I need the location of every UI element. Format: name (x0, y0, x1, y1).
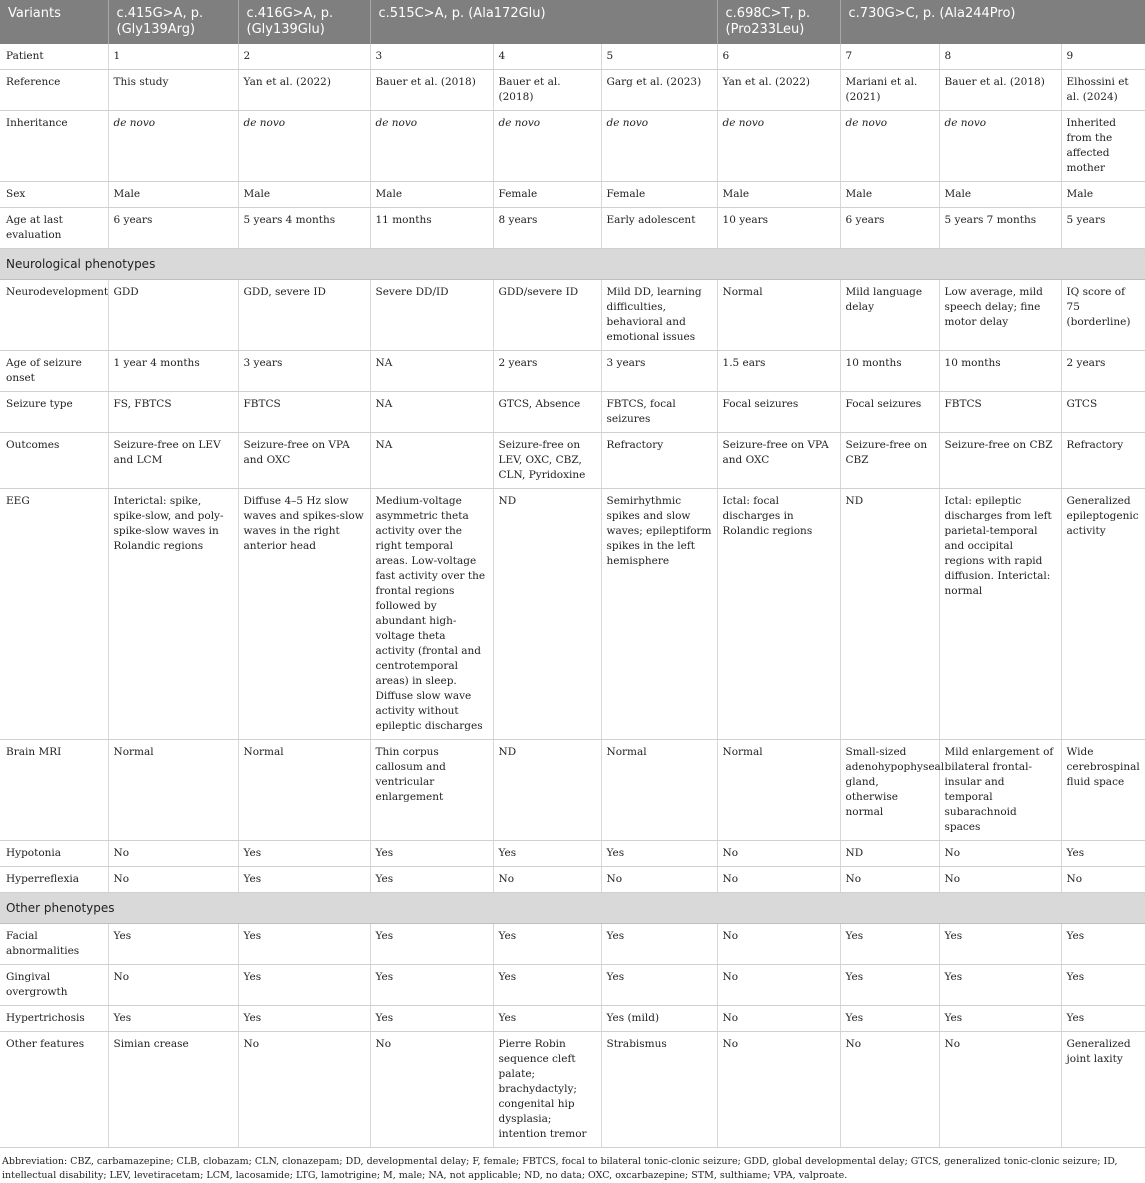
table-cell: Simian crease (108, 1032, 238, 1148)
table-cell: Inherited from the affected mother (1061, 111, 1145, 182)
table-cell: Seizure-free on VPA and OXC (717, 433, 840, 489)
table-cell: 9 (1061, 44, 1145, 70)
table-cell: FBTCS (939, 392, 1061, 433)
table-cell: Yes (493, 924, 601, 965)
table-cell: 10 years (717, 208, 840, 249)
table-cell: Yes (840, 1006, 939, 1032)
row-hypotonia (0, 841, 1145, 867)
table-cell: Ictal: epileptic discharges from left parietal-temporal and occipital regions with rapid diffusion. Interictal: normal (939, 489, 1061, 740)
table-cell: 4 (493, 44, 601, 70)
row-label: Hypertrichosis (0, 1006, 108, 1032)
row-seizure-type (0, 392, 1145, 433)
table-cell: de novo (939, 111, 1061, 182)
table-cell: Seizure-free on CBZ (840, 433, 939, 489)
table-cell: Male (1061, 182, 1145, 208)
table-cell: Bauer et al. (2018) (939, 70, 1061, 111)
table-cell: Seizure-free on VPA and OXC (238, 433, 370, 489)
row-label: Sex (0, 182, 108, 208)
table-cell: ND (493, 489, 601, 740)
table-cell: Yes (840, 924, 939, 965)
table-cell: IQ score of 75 (borderline) (1061, 280, 1145, 351)
table-cell: No (717, 1032, 840, 1148)
table-cell: de novo (717, 111, 840, 182)
row-label: Reference (0, 70, 108, 111)
table-cell: 5 (601, 44, 717, 70)
table-cell: No (108, 965, 238, 1006)
table-cell: Seizure-free on LEV, OXC, CBZ, CLN, Pyridoxine (493, 433, 601, 489)
variant-header-3: c.515C>A, p. (Ala172Glu) (370, 0, 717, 44)
table-cell: Medium-voltage asymmetric theta activity over the right temporal areas. Low-voltage fast activity over the frontal regions followed by abundant high- voltage theta activity (frontal and centrotemporal areas) in sleep. Diffuse slow wave activity without epileptic discharges (370, 489, 493, 740)
table-cell: 1 (108, 44, 238, 70)
variant-header-4: c.698C>T, p. (Pro233Leu) (717, 0, 840, 44)
table-cell: Elhossini et al. (2024) (1061, 70, 1145, 111)
table-cell: No (717, 867, 840, 893)
table-cell: Yes (238, 924, 370, 965)
table-cell: Yes (370, 841, 493, 867)
row-brain-mri (0, 740, 1145, 841)
table-cell: de novo (840, 111, 939, 182)
table-cell: Garg et al. (2023) (601, 70, 717, 111)
row-other-features (0, 1032, 1145, 1148)
row-gingival (0, 965, 1145, 1006)
row-label: Hyperreflexia (0, 867, 108, 893)
row-outcomes (0, 433, 1145, 489)
table-cell: Yes (601, 841, 717, 867)
row-facial (0, 924, 1145, 965)
table-cell: Generalized epileptogenic activity (1061, 489, 1145, 740)
table-cell: 5 years 7 months (939, 208, 1061, 249)
variant-header-5: c.730G>C, p. (Ala244Pro) (840, 0, 1145, 44)
table-cell: 3 years (238, 351, 370, 392)
table-cell: No (717, 1006, 840, 1032)
table-cell: Interictal: spike, spike-slow, and poly-spike-slow waves in Rolandic regions (108, 489, 238, 740)
table-cell: Yan et al. (2022) (238, 70, 370, 111)
row-label: Brain MRI (0, 740, 108, 841)
table-cell: Yes (493, 965, 601, 1006)
table-cell: Mariani et al. (2021) (840, 70, 939, 111)
table-cell: Yes (108, 1006, 238, 1032)
table-cell: Strabismus (601, 1032, 717, 1148)
table-cell: 10 months (939, 351, 1061, 392)
table-cell: 5 years (1061, 208, 1145, 249)
table-cell: GDD/severe ID (493, 280, 601, 351)
table-cell: 8 years (493, 208, 601, 249)
row-hyperreflexia (0, 867, 1145, 893)
row-label: Facial abnormalities (0, 924, 108, 965)
table-cell: No (939, 841, 1061, 867)
row-reference (0, 70, 1145, 111)
table-cell: 3 (370, 44, 493, 70)
table-cell: Seizure-free on CBZ (939, 433, 1061, 489)
table-cell: Yes (370, 1006, 493, 1032)
table-cell: ND (840, 841, 939, 867)
table-cell: No (1061, 867, 1145, 893)
section-other (0, 893, 1145, 924)
table-cell: NA (370, 433, 493, 489)
table-cell: Early adolescent (601, 208, 717, 249)
row-label: EEG (0, 489, 108, 740)
variant-header-1: c.415G>A, p. (Gly139Arg) (108, 0, 238, 44)
row-label: Patient (0, 44, 108, 70)
table-cell: Yes (840, 965, 939, 1006)
table-cell: Seizure-free on LEV and LCM (108, 433, 238, 489)
table-cell: Normal (717, 280, 840, 351)
table-cell: This study (108, 70, 238, 111)
table-cell: Yes (1061, 924, 1145, 965)
table-cell: GTCS (1061, 392, 1145, 433)
table-cell: Yes (939, 1006, 1061, 1032)
table-cell: No (717, 924, 840, 965)
table-cell: Yes (238, 867, 370, 893)
row-age (0, 208, 1145, 249)
table-cell: No (493, 867, 601, 893)
row-label: Age at last evaluation (0, 208, 108, 249)
table-cell: 1 year 4 months (108, 351, 238, 392)
table-cell: No (108, 841, 238, 867)
table-cell: Focal seizures (717, 392, 840, 433)
table-cell: FBTCS (238, 392, 370, 433)
table-cell: Male (840, 182, 939, 208)
table-cell: Normal (601, 740, 717, 841)
section-heading: Neurological phenotypes (0, 249, 1145, 280)
table-cell: FBTCS, focal seizures (601, 392, 717, 433)
table-cell: Male (717, 182, 840, 208)
table-cell: Yes (108, 924, 238, 965)
table-cell: ND (493, 740, 601, 841)
table-cell: No (370, 1032, 493, 1148)
table-cell: No (840, 1032, 939, 1148)
row-label: Neurodevelopment (0, 280, 108, 351)
table-cell: Yes (370, 924, 493, 965)
table-cell: 6 years (108, 208, 238, 249)
table-cell: Yes (939, 965, 1061, 1006)
table-cell: ND (840, 489, 939, 740)
section-heading: Other phenotypes (0, 893, 1145, 924)
variants-header: Variants (0, 0, 108, 44)
table-cell: Yes (1061, 1006, 1145, 1032)
header-row (0, 0, 1145, 44)
table-cell: Mild DD, learning difficulties, behavioral and emotional issues (601, 280, 717, 351)
table-cell: Yan et al. (2022) (717, 70, 840, 111)
row-label: Inheritance (0, 111, 108, 182)
table-cell: Normal (238, 740, 370, 841)
table-cell: Female (493, 182, 601, 208)
table-cell: 11 months (370, 208, 493, 249)
table-cell: Thin corpus callosum and ventricular enlargement (370, 740, 493, 841)
row-label: Outcomes (0, 433, 108, 489)
table-cell: Focal seizures (840, 392, 939, 433)
table-cell: Pierre Robin sequence cleft palate; brachydactyly; congenital hip dysplasia; intention tremor (493, 1032, 601, 1148)
row-inheritance (0, 111, 1145, 182)
table-cell: Yes (370, 867, 493, 893)
table-cell: GDD, severe ID (238, 280, 370, 351)
table-cell: Yes (493, 1006, 601, 1032)
table-cell: de novo (370, 111, 493, 182)
table-cell: Refractory (1061, 433, 1145, 489)
table-cell: Male (108, 182, 238, 208)
table-cell: Normal (717, 740, 840, 841)
table-cell: No (939, 867, 1061, 893)
table-cell: Severe DD/ID (370, 280, 493, 351)
table-cell: de novo (108, 111, 238, 182)
table-cell: No (717, 841, 840, 867)
table-cell: 5 years 4 months (238, 208, 370, 249)
table-cell: Yes (939, 924, 1061, 965)
table-cell: Bauer et al. (2018) (493, 70, 601, 111)
table-cell: No (939, 1032, 1061, 1148)
table-cell: 6 years (840, 208, 939, 249)
table-cell: Refractory (601, 433, 717, 489)
row-label: Age of seizure onset (0, 351, 108, 392)
table-cell: 10 months (840, 351, 939, 392)
table-cell: 7 (840, 44, 939, 70)
table-cell: FS, FBTCS (108, 392, 238, 433)
row-seizure-onset (0, 351, 1145, 392)
table-cell: Yes (370, 965, 493, 1006)
variant-header-2: c.416G>A, p. (Gly139Glu) (238, 0, 370, 44)
table-cell: Bauer et al. (2018) (370, 70, 493, 111)
table-cell: de novo (601, 111, 717, 182)
row-label: Seizure type (0, 392, 108, 433)
table-cell: No (238, 1032, 370, 1148)
table-cell: Small-sized adenohypophyseal gland, otherwise normal (840, 740, 939, 841)
table-cell: NA (370, 392, 493, 433)
table-cell: GTCS, Absence (493, 392, 601, 433)
table-cell: Male (238, 182, 370, 208)
table-cell: Female (601, 182, 717, 208)
table-cell: 6 (717, 44, 840, 70)
table-cell: Yes (493, 841, 601, 867)
table-cell: Yes (1061, 841, 1145, 867)
table-cell: No (601, 867, 717, 893)
table-cell: Yes (mild) (601, 1006, 717, 1032)
table-cell: 2 years (493, 351, 601, 392)
table-cell: Yes (601, 965, 717, 1006)
row-hypertrichosis (0, 1006, 1145, 1032)
table-cell: Mild enlargement of bilateral frontal-insular and temporal subarachnoid spaces (939, 740, 1061, 841)
table-cell: Male (939, 182, 1061, 208)
table-cell: 3 years (601, 351, 717, 392)
section-neurological (0, 249, 1145, 280)
table-cell: de novo (493, 111, 601, 182)
table-cell: Semirhythmic spikes and slow waves; epileptiform spikes in the left hemisphere (601, 489, 717, 740)
table-cell: No (108, 867, 238, 893)
table-cell: Yes (238, 841, 370, 867)
table-cell: Low average, mild speech delay; fine motor delay (939, 280, 1061, 351)
table-cell: Yes (1061, 965, 1145, 1006)
table-cell: Diffuse 4–5 Hz slow waves and spikes-slow waves in the right anterior head (238, 489, 370, 740)
table-cell: No (840, 867, 939, 893)
table-cell: de novo (238, 111, 370, 182)
table-cell: 2 (238, 44, 370, 70)
table-cell: No (717, 965, 840, 1006)
abbreviation-footnote: Abbreviation: CBZ, carbamazepine; CLB, clobazam; CLN, clonazepam; DD, developmental delay; F, female; FBTCS, focal to bilateral tonic-clonic seizure; GDD, global developmental delay; GTCS, generalized tonic-clonic seizure; ID, intellectual disability; LEV, levetiracetam; LCM, lacosamide; LTG, lamotrigine; M, male; NA, not applicable; ND, no data; OXC, oxcarbazepine; STM, sulthiame; VPA, valproate. (2, 1156, 1118, 1181)
row-eeg (0, 489, 1145, 740)
row-sex (0, 182, 1145, 208)
table-cell: Normal (108, 740, 238, 841)
table-cell: Yes (238, 1006, 370, 1032)
table-cell: Ictal: focal discharges in Rolandic regions (717, 489, 840, 740)
table-cell: Yes (238, 965, 370, 1006)
table-cell: Mild language delay (840, 280, 939, 351)
row-label: Hypotonia (0, 841, 108, 867)
table-cell: 2 years (1061, 351, 1145, 392)
table-cell: NA (370, 351, 493, 392)
table-cell: Yes (601, 924, 717, 965)
row-neurodevelopment (0, 280, 1145, 351)
table-cell: Generalized joint laxity (1061, 1032, 1145, 1148)
table-cell: GDD (108, 280, 238, 351)
table-cell: 1.5 ears (717, 351, 840, 392)
row-patient (0, 44, 1145, 70)
table-cell: Wide cerebrospinal fluid space (1061, 740, 1145, 841)
row-label: Other features (0, 1032, 108, 1148)
table-cell: Male (370, 182, 493, 208)
row-label: Gingival overgrowth (0, 965, 108, 1006)
table-cell: 8 (939, 44, 1061, 70)
